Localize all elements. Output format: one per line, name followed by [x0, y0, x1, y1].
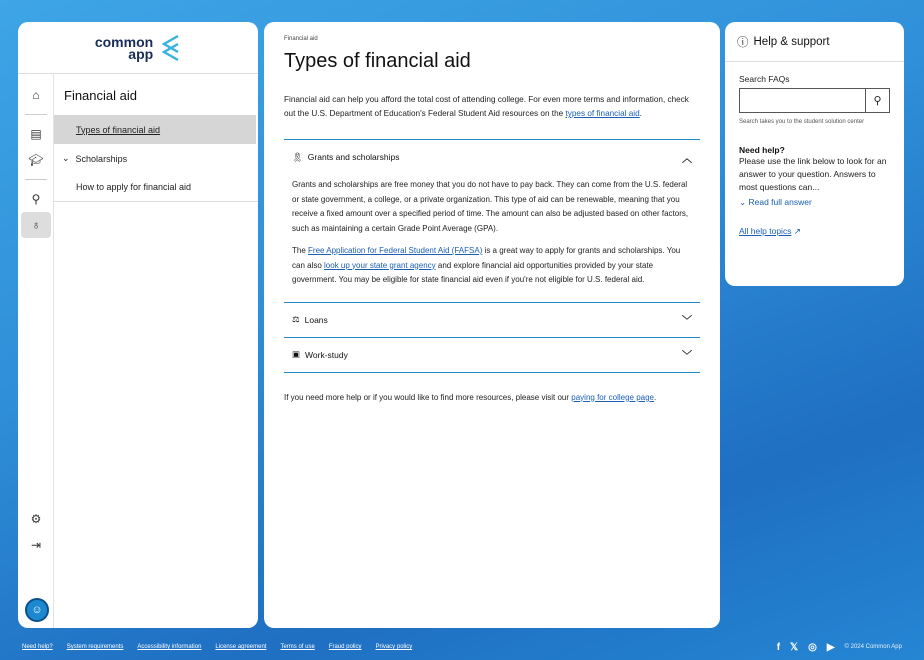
fafsa-paragraph [292, 244, 692, 288]
help-title: Help & support [753, 35, 830, 48]
main-content [264, 22, 720, 628]
logo-text-common: common [94, 33, 154, 50]
accordion-header-loans[interactable] [284, 303, 700, 337]
chevron-down-icon: ﹀ [682, 316, 692, 327]
chevron-down-icon: ⌄ [62, 153, 70, 163]
fafsa-text: is a great way to apply for grants and scholarships. You can also [292, 246, 681, 270]
accordion-header-grants[interactable] [284, 140, 700, 174]
financial-aid-accordion [284, 139, 700, 373]
left-sidebar [18, 22, 258, 628]
help-header [725, 22, 904, 62]
youtube-icon[interactable]: ▶ [826, 641, 835, 653]
ribbon-icon: 🎗︎ [292, 151, 303, 162]
search-icon[interactable]: ⚲ [31, 192, 41, 206]
home-icon[interactable]: ⌂ [32, 88, 40, 102]
nav-item-label: Scholarships [75, 153, 128, 164]
accordion-header-work-study[interactable] [284, 338, 700, 372]
intro-text-end: . [639, 109, 642, 118]
need-help-text: Please use the link below to look for an answer to your question. Answers to most questions can... [739, 156, 887, 192]
search-button[interactable] [865, 89, 889, 112]
chevron-down-icon: ⌄ [739, 197, 747, 207]
read-full-answer-button[interactable] [739, 197, 890, 208]
x-icon[interactable]: 𝕏 [790, 641, 799, 653]
user-avatar-icon[interactable]: ☺ [25, 598, 49, 622]
footer-link-system-requirements[interactable]: System requirements [66, 644, 124, 650]
instagram-icon[interactable]: ◎ [808, 641, 817, 653]
graduation-cap-icon[interactable]: 🎓︎ [28, 153, 44, 167]
loan-icon: ⚖ [292, 314, 300, 324]
footer-link-terms[interactable]: Terms of use [280, 644, 315, 650]
footer-link-fraud[interactable]: Fraud policy [328, 644, 362, 650]
all-help-topics-link-wrap [739, 226, 890, 237]
read-full-label: Read full answer [748, 197, 812, 207]
chevron-down-icon: ﹀ [682, 351, 692, 362]
copyright: © 2024 Common App [844, 644, 902, 650]
section-nav [54, 74, 258, 202]
faq-search [739, 88, 890, 113]
work-icon: ▣ [292, 349, 301, 359]
footer-link-accessibility[interactable]: Accessibility information [137, 644, 202, 650]
outro-text-end: . [654, 392, 657, 402]
types-of-financial-aid-link[interactable]: types of financial aid [565, 109, 640, 118]
rail-divider [25, 179, 47, 180]
search-faqs-label: Search FAQs [739, 74, 790, 84]
outro-text-part: If you need more help or if you would like to find more resources, please visit our [284, 392, 572, 402]
fafsa-text: and explore financial aid opportunities provided by your state government. You may be eligible for state financial aid even if you're not eligible for U.S. federal aid. [292, 260, 654, 284]
page-title: Types of financial aid [284, 50, 471, 72]
rail-divider [25, 114, 47, 115]
outro-text [264, 373, 720, 406]
all-help-topics-link[interactable]: All help topics [739, 226, 792, 236]
document-icon[interactable]: ▤ [30, 127, 42, 141]
chevron-up-icon: ︿ [682, 153, 692, 165]
nav-item-label: Types of financial aid [76, 124, 161, 135]
fafsa-link[interactable]: Free Application for Federal Student Aid (FAFSA) [308, 246, 483, 255]
help-support-panel [725, 22, 904, 286]
help-circle-icon: ⓘ [737, 36, 749, 49]
footer-link-license[interactable]: License agreement [215, 644, 267, 650]
accordion-title: Loans [304, 314, 328, 325]
common-app-logo[interactable] [18, 22, 258, 74]
state-grant-agency-link[interactable]: look up your state grant agency [324, 260, 436, 270]
money-bag-icon[interactable]: ♁ [21, 212, 51, 238]
accordion-title: Work-study [305, 349, 348, 360]
accordion-body-grants [284, 174, 700, 302]
accordion-title: Grants and scholarships [307, 152, 400, 162]
grants-paragraph: Grants and scholarships are free money that you do not have to pay back. They can come from the U.S. federal or state government, a college, or a private organization. This type of aid can be renewable, meaning that you receive a fixed amount over a specified period of time. The amount can also be adjusted based on other factors, such as maintaining a certain Grade Point Average (GPA). [292, 180, 689, 233]
fafsa-text: The [292, 246, 309, 255]
footer [0, 634, 924, 660]
intro-text-part: Financial aid can help you afford the total cost of attending college. For even more terms and information, check out the U.S. Department of Education's Federal Student Aid resources on the [284, 95, 689, 118]
external-link-icon: ↗ [793, 226, 801, 236]
intro-text [264, 73, 720, 121]
icon-rail [18, 74, 54, 628]
footer-link-need-help[interactable]: Need help? [22, 644, 53, 650]
paying-for-college-link[interactable]: paying for college page [571, 392, 654, 402]
need-help-title: Need help? [739, 145, 785, 155]
nav-item-how-to-apply[interactable] [54, 173, 258, 202]
search-hint: Search takes you to the student solution center [739, 119, 865, 125]
faq-search-input[interactable] [740, 89, 865, 112]
nav-item-types-of-financial-aid[interactable] [54, 115, 256, 144]
logo-mark-icon [159, 34, 181, 62]
section-title: Financial aid [64, 88, 137, 103]
breadcrumb: Financial aid [284, 36, 318, 42]
nav-item-label: How to apply for financial aid [76, 182, 192, 192]
facebook-icon[interactable]: f [776, 641, 781, 653]
footer-link-privacy[interactable]: Privacy policy [375, 644, 413, 650]
search-icon: ⚲ [873, 95, 882, 107]
settings-icon[interactable]: ⚙ [30, 512, 42, 526]
logo-text-app: app [128, 45, 154, 62]
sign-out-icon[interactable]: ⇥ [30, 538, 42, 552]
nav-item-scholarships[interactable] [54, 144, 258, 173]
